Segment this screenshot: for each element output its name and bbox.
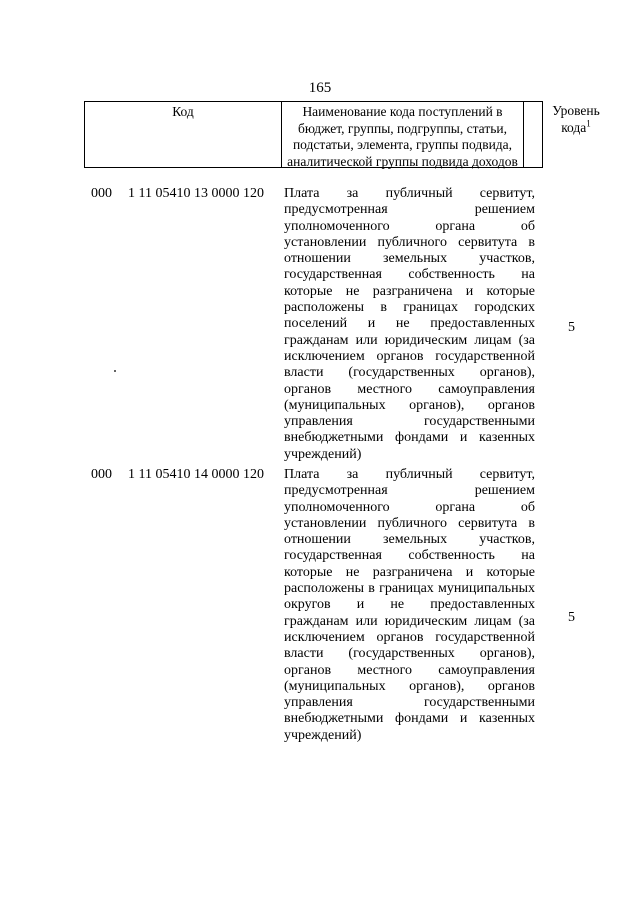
- header-name: Наименование кода поступлений в бюджет, группы, подгруппы, статьи, подстатьи, элемента, группы подвида, аналитической группы подвида доходов: [282, 102, 524, 167]
- page-number: 165: [308, 80, 332, 96]
- row-name: Плата за публичный сервитут, предусмотренная решением уполномоченного органа об установлении публичного сервитута в отношении земельных участков, государственная собственность на которые не разграничена и которые расположены в границах муниципальных округов и не предоставленных гражданам или юридическим лицам (за исключением органов государственной власти (государственных органов), органов местного самоуправления (муниципальных органов), органов управления государственными внебюджетными фондами и казенных учреждений): [284, 467, 535, 743]
- row-revenue-code: 1 11 05410 13 0000 120: [128, 186, 264, 201]
- row-revenue-code: 1 11 05410 14 0000 120: [128, 467, 264, 482]
- row-level: 5: [568, 610, 575, 625]
- scan-speck: [114, 370, 116, 372]
- header-level-footnote: 1: [586, 118, 591, 128]
- row-level: 5: [568, 320, 575, 335]
- table-header: [84, 101, 543, 168]
- header-level-label: Уровень кода: [552, 103, 600, 135]
- row-admin-code: 000: [91, 186, 112, 201]
- header-level: [543, 103, 609, 136]
- row-name: Плата за публичный сервитут, предусмотренная решением уполномоченного органа об установлении публичного сервитута в отношении земельных участков, государственная собственность на которые не разграничена и которые расположены в границах городских поселений и не предоставленных гражданам или юридическим лицам (за исключением органов государственной власти (государственных органов), органов местного самоуправления (муниципальных органов), органов управления государственными внебюджетными фондами и казенных учреждений): [284, 186, 535, 462]
- header-code: Код: [85, 102, 282, 167]
- row-admin-code: 000: [91, 467, 112, 482]
